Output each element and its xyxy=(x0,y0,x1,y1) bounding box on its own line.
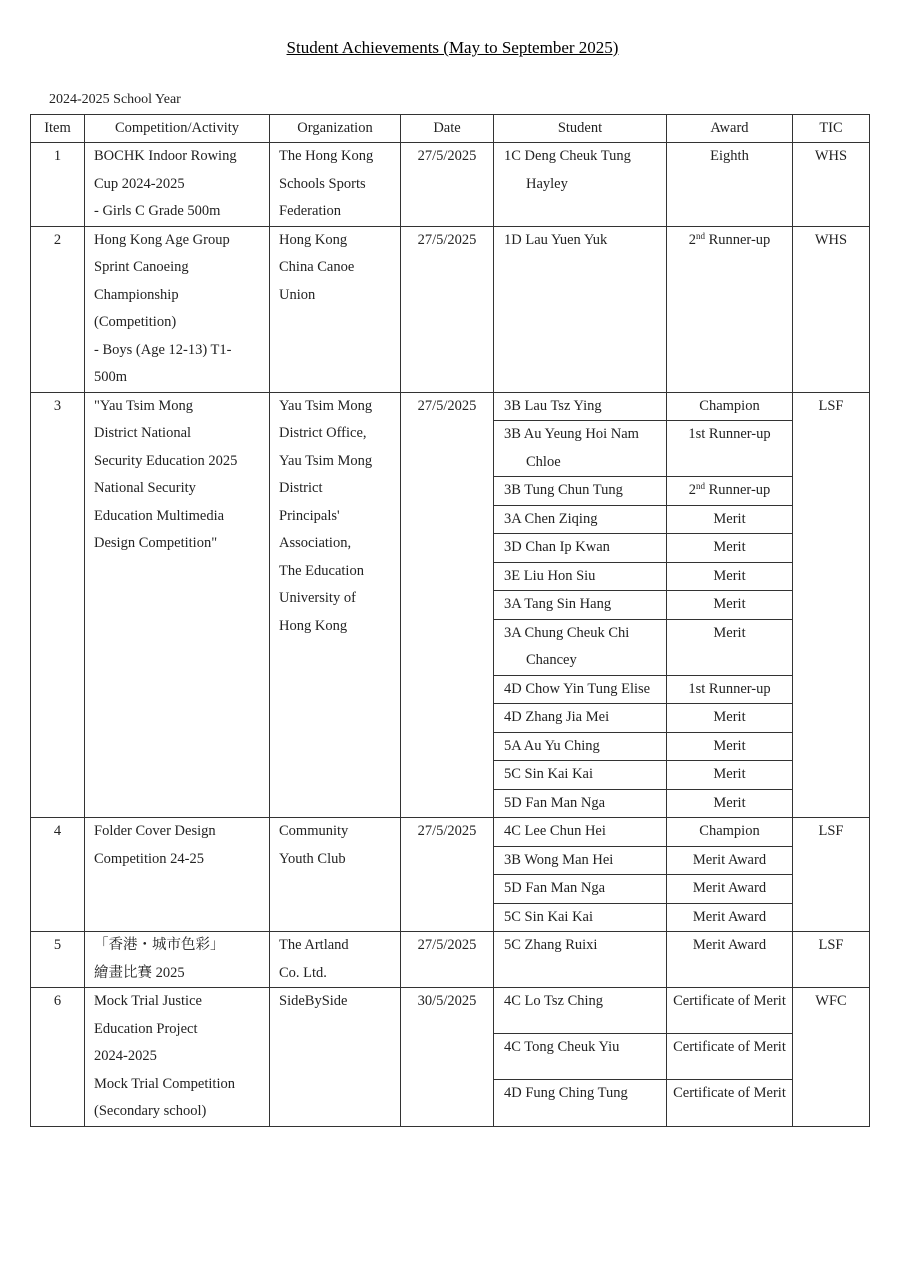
award-cell: Merit xyxy=(667,505,793,534)
organization-line: Principals' xyxy=(279,507,340,524)
organization-line: Yau Tsim Mong xyxy=(279,397,373,414)
award-cell: 2nd Runner-up xyxy=(667,477,793,506)
competition-line: Education Multimedia xyxy=(94,507,225,524)
table-header xyxy=(31,115,870,143)
competition-line: District National xyxy=(94,425,192,441)
organization-line: Schools Sports xyxy=(279,175,366,192)
table-body xyxy=(31,143,870,1127)
competition-cell xyxy=(85,988,270,1127)
organization-line: Yau Tsim Mong xyxy=(279,452,373,469)
competition-line: Cup 2024-2025 xyxy=(94,175,185,192)
organization-cell xyxy=(270,988,401,1127)
competition-line: 500m xyxy=(94,369,128,385)
date-cell: 30/5/2025 xyxy=(401,988,494,1127)
award-cell: Merit Award xyxy=(667,846,793,875)
competition-line: Mock Trial Justice xyxy=(94,993,202,1009)
award-cell: 1st Runner-up xyxy=(667,421,793,477)
header-competition: Competition/Activity xyxy=(85,115,270,143)
student-name-cell: 5C Zhang Ruixi xyxy=(494,932,667,988)
award-cell: Champion xyxy=(667,392,793,421)
organization-line: The Education xyxy=(279,562,364,579)
award-cell: 2nd Runner-up xyxy=(667,226,793,392)
header-tic: TIC xyxy=(793,115,870,143)
header-row xyxy=(31,115,870,143)
student-name-cell: 4D Zhang Jia Mei xyxy=(494,704,667,733)
organization-line: Union xyxy=(279,286,316,303)
table-row xyxy=(31,143,870,227)
student-name-cell: 5A Au Yu Ching xyxy=(494,732,667,761)
competition-line: - Girls C Grade 500m xyxy=(94,203,221,219)
organization-line: Hong Kong xyxy=(279,231,348,248)
award-cell: Merit Award xyxy=(667,903,793,932)
item-number-cell: 4 xyxy=(31,818,85,932)
student-name-cell: 4C Tong Cheuk Yiu xyxy=(494,1034,667,1080)
organization-line: Co. Ltd. xyxy=(279,964,327,981)
organization-line: District xyxy=(279,480,323,496)
competition-line: (Secondary school) xyxy=(94,1103,207,1119)
organization-line: The Artland xyxy=(279,937,349,953)
award-cell: Eighth xyxy=(667,143,793,227)
table-row xyxy=(31,392,870,421)
date-cell: 27/5/2025 xyxy=(401,392,494,818)
award-cell: 1st Runner-up xyxy=(667,675,793,704)
date-cell: 27/5/2025 xyxy=(401,932,494,988)
award-cell: Merit xyxy=(667,789,793,818)
tic-cell: WHS xyxy=(793,226,870,392)
award-cell: Merit xyxy=(667,761,793,790)
student-name-cell: 5D Fan Man Nga xyxy=(494,789,667,818)
student-name-cell: 3D Chan Ip Kwan xyxy=(494,534,667,563)
tic-cell: LSF xyxy=(793,392,870,818)
student-name-cell: 3B Tung Chun Tung xyxy=(494,477,667,506)
tic-cell: LSF xyxy=(793,818,870,932)
award-cell: Merit xyxy=(667,562,793,591)
header-student: Student xyxy=(494,115,667,143)
organization-cell xyxy=(270,818,401,932)
competition-line: Competition 24-25 xyxy=(94,850,204,867)
student-name-cell: 3A Chen Ziqing xyxy=(494,505,667,534)
achievements-table xyxy=(30,114,870,1127)
header-date: Date xyxy=(401,115,494,143)
organization-line: SideBySide xyxy=(279,993,348,1009)
award-cell: Merit Award xyxy=(667,875,793,904)
table-row xyxy=(31,226,870,392)
item-number-cell: 2 xyxy=(31,226,85,392)
competition-line: 「香港・城市色彩」 xyxy=(94,937,225,953)
competition-cell xyxy=(85,143,270,227)
award-cell: Merit xyxy=(667,591,793,620)
award-cell: Merit xyxy=(667,732,793,761)
organization-line: District Office, xyxy=(279,425,367,441)
organization-line: University of xyxy=(279,590,356,606)
item-number-cell: 6 xyxy=(31,988,85,1127)
student-name-cell: 1D Lau Yuen Yuk xyxy=(494,226,667,392)
table-row xyxy=(31,988,870,1034)
award-cell: Merit xyxy=(667,619,793,675)
item-number-cell: 3 xyxy=(31,392,85,818)
student-name-cell: 4C Lee Chun Hei xyxy=(494,818,667,847)
competition-cell xyxy=(85,226,270,392)
student-name-cell: 3B Lau Tsz Ying xyxy=(494,392,667,421)
award-cell: Certificate of Merit xyxy=(667,988,793,1034)
award-cell: Certificate of Merit xyxy=(667,1080,793,1126)
item-number-cell: 1 xyxy=(31,143,85,227)
student-name-cell: 5D Fan Man Nga xyxy=(494,875,667,904)
student-name-cell: 1C Deng Cheuk Tung Hayley xyxy=(494,143,667,227)
item-number-cell: 5 xyxy=(31,932,85,988)
competition-line: "Yau Tsim Mong xyxy=(94,397,194,414)
organization-cell xyxy=(270,392,401,818)
header-organization: Organization xyxy=(270,115,401,143)
header-award: Award xyxy=(667,115,793,143)
award-ordinal-suffix: nd xyxy=(695,481,705,491)
competition-cell xyxy=(85,818,270,932)
student-name-cell: 3B Au Yeung Hoi Nam Chloe xyxy=(494,421,667,477)
competition-line: Sprint Canoeing xyxy=(94,259,189,275)
organization-cell xyxy=(270,226,401,392)
organization-line: Youth Club xyxy=(279,850,346,867)
student-name-cell: 4C Lo Tsz Ching xyxy=(494,988,667,1034)
organization-cell xyxy=(270,143,401,227)
award-cell: Merit xyxy=(667,534,793,563)
competition-line: Championship xyxy=(94,286,179,303)
student-name-cell: 5C Sin Kai Kai xyxy=(494,903,667,932)
table-row xyxy=(31,932,870,988)
student-name-cell: 4D Chow Yin Tung Elise xyxy=(494,675,667,704)
date-cell: 27/5/2025 xyxy=(401,818,494,932)
competition-line: National Security xyxy=(94,480,196,496)
student-name-cell: 3A Chung Cheuk Chi Chancey xyxy=(494,619,667,675)
student-name-cell: 4D Fung Ching Tung xyxy=(494,1080,667,1126)
competition-line: Hong Kong Age Group xyxy=(94,231,230,248)
organization-cell xyxy=(270,932,401,988)
award-cell: Merit xyxy=(667,704,793,733)
organization-line: Federation xyxy=(279,203,342,219)
student-name-cell: 3A Tang Sin Hang xyxy=(494,591,667,620)
competition-line: Education Project xyxy=(94,1020,198,1037)
student-name-cell: 3B Wong Man Hei xyxy=(494,846,667,875)
organization-line: Association, xyxy=(279,535,352,551)
student-name-cell: 3E Liu Hon Siu xyxy=(494,562,667,591)
student-name-cell: 5C Sin Kai Kai xyxy=(494,761,667,790)
tic-cell: LSF xyxy=(793,932,870,988)
competition-line: - Boys (Age 12-13) T1- xyxy=(94,341,232,358)
school-year-label: 2024-2025 School Year xyxy=(49,92,181,107)
competition-line: (Competition) xyxy=(94,314,177,330)
organization-line: The Hong Kong xyxy=(279,148,374,164)
award-cell: Merit Award xyxy=(667,932,793,988)
competition-line: 繪畫比賽 2025 xyxy=(94,964,185,981)
tic-cell: WFC xyxy=(793,988,870,1127)
tic-cell: WHS xyxy=(793,143,870,227)
organization-line: Hong Kong xyxy=(279,617,348,634)
document-title: Student Achievements (May to September 2025) xyxy=(286,38,619,57)
header-item: Item xyxy=(31,115,85,143)
competition-cell xyxy=(85,392,270,818)
competition-line: 2024-2025 xyxy=(94,1048,157,1064)
competition-line: Folder Cover Design xyxy=(94,823,216,839)
award-cell: Champion xyxy=(667,818,793,847)
competition-cell xyxy=(85,932,270,988)
date-cell: 27/5/2025 xyxy=(401,226,494,392)
organization-line: Community xyxy=(279,823,349,839)
award-cell: Certificate of Merit xyxy=(667,1034,793,1080)
table-row xyxy=(31,818,870,847)
competition-line: BOCHK Indoor Rowing xyxy=(94,148,237,164)
competition-line: Design Competition" xyxy=(94,535,218,551)
date-cell: 27/5/2025 xyxy=(401,143,494,227)
competition-line: Mock Trial Competition xyxy=(94,1075,235,1092)
award-ordinal-suffix: nd xyxy=(695,230,705,241)
organization-line: China Canoe xyxy=(279,259,355,275)
competition-line: Security Education 2025 xyxy=(94,452,238,469)
